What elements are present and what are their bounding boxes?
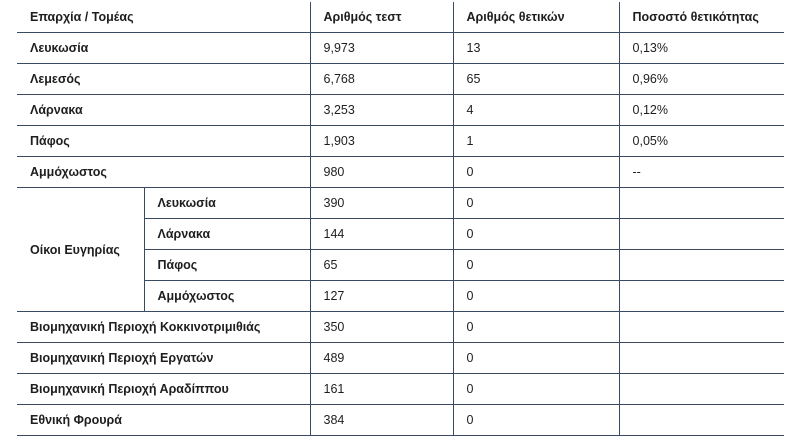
row-tests: 390 [310, 188, 453, 219]
header-rate: Ποσοστό θετικότητας [619, 2, 784, 33]
row-label: Εθνική Φρουρά [17, 405, 310, 436]
header-district: Επαρχία / Τομέας [17, 2, 310, 33]
row-positives: 0 [453, 281, 619, 312]
table-row [17, 405, 784, 436]
row-positives: 0 [453, 374, 619, 405]
row-rate [619, 405, 784, 436]
header-positives: Αριθμός θετικών [453, 2, 619, 33]
row-rate: 0,12% [619, 95, 784, 126]
group-sub-label: Λευκωσία [144, 188, 310, 219]
row-tests: 161 [310, 374, 453, 405]
row-label: Βιομηχανική Περιοχή Εργατών [17, 343, 310, 374]
table-row [17, 33, 784, 64]
group-sub-label: Λάρνακα [144, 219, 310, 250]
row-positives: 0 [453, 188, 619, 219]
row-tests: 3,253 [310, 95, 453, 126]
row-tests: 9,973 [310, 33, 453, 64]
header-tests: Αριθμός τεστ [310, 2, 453, 33]
table-row [17, 157, 784, 188]
table-row [17, 64, 784, 95]
row-label: Βιομηχανική Περιοχή Κοκκινοτριμιθιάς [17, 312, 310, 343]
row-rate: 0,13% [619, 33, 784, 64]
row-rate [619, 219, 784, 250]
row-rate [619, 188, 784, 219]
row-positives: 4 [453, 95, 619, 126]
table-row [17, 374, 784, 405]
row-tests: 144 [310, 219, 453, 250]
row-positives: 0 [453, 312, 619, 343]
table-row [17, 312, 784, 343]
test-results-table [17, 2, 784, 436]
table-row [17, 188, 784, 219]
row-tests: 350 [310, 312, 453, 343]
row-rate: 0,05% [619, 126, 784, 157]
row-positives: 65 [453, 64, 619, 95]
row-positives: 0 [453, 219, 619, 250]
row-label: Βιομηχανική Περιοχή Αραδίππου [17, 374, 310, 405]
header-row [17, 2, 784, 33]
row-label: Λευκωσία [17, 33, 310, 64]
table-row [17, 95, 784, 126]
row-label: Πάφος [17, 126, 310, 157]
row-positives: 13 [453, 33, 619, 64]
row-rate [619, 312, 784, 343]
row-label: Λάρνακα [17, 95, 310, 126]
row-rate: -- [619, 157, 784, 188]
table-row [17, 343, 784, 374]
row-positives: 0 [453, 343, 619, 374]
row-label: Αμμόχωστος [17, 157, 310, 188]
row-rate [619, 374, 784, 405]
row-rate: 0,96% [619, 64, 784, 95]
row-rate [619, 281, 784, 312]
row-tests: 489 [310, 343, 453, 374]
row-label: Λεμεσός [17, 64, 310, 95]
row-tests: 127 [310, 281, 453, 312]
group-label: Οίκοι Ευγηρίας [17, 188, 144, 312]
row-tests: 980 [310, 157, 453, 188]
row-positives: 0 [453, 405, 619, 436]
row-tests: 1,903 [310, 126, 453, 157]
row-tests: 6,768 [310, 64, 453, 95]
row-tests: 65 [310, 250, 453, 281]
row-rate [619, 343, 784, 374]
group-sub-label: Αμμόχωστος [144, 281, 310, 312]
row-tests: 384 [310, 405, 453, 436]
table-row [17, 126, 784, 157]
row-positives: 0 [453, 157, 619, 188]
row-positives: 1 [453, 126, 619, 157]
row-positives: 0 [453, 250, 619, 281]
group-sub-label: Πάφος [144, 250, 310, 281]
row-rate [619, 250, 784, 281]
